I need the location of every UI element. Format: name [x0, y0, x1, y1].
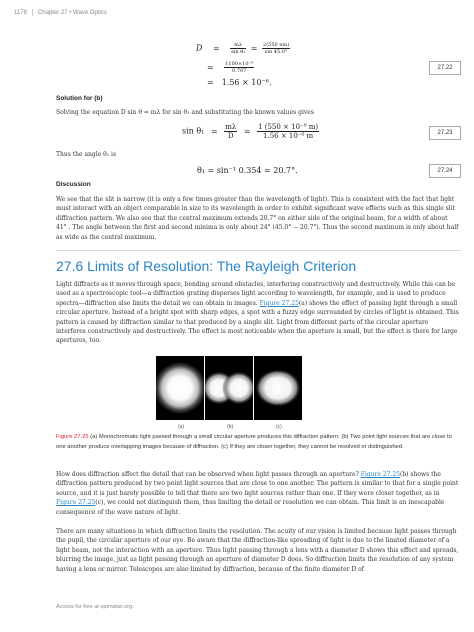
angle-equation: θ₁ = sin⁻¹ 0.354 = 20.7°.	[197, 166, 298, 175]
discussion-heading: Discussion	[56, 181, 91, 188]
section-divider	[56, 250, 461, 251]
equation-line-2: = $\frac{\text{1100×10⁻⁹}}{0.707}$	[207, 61, 254, 74]
unresolved-pattern	[254, 356, 302, 420]
fraction: $\frac{\text{1 (550 × 10⁻⁹ m)}}{\text{1.56 × 10⁻⁶ m}}$	[258, 123, 319, 140]
discussion-paragraph: We see that the slit is narrow (it is only a few times greater than the wavelength of light). This is consistent with the fact that light must interact with an object comparable in size to its wavelength in order to exhibit significant wave effects such as this single slit diffraction pattern. We also see that the central maximum extends 20.7° on either side of the original beam, for a width of about 41° . The angle between the first and second minima is only about 24° (45.0° − 20.7°). Thus the second maximum is only about half as wide as the central maximum.	[56, 196, 459, 241]
figure-link[interactable]: Figure 27.25	[56, 499, 96, 507]
chapter-title: Chapter 27 • Wave Optics	[37, 10, 107, 17]
diffraction-image-a	[156, 356, 204, 420]
two-source-pattern	[205, 356, 253, 420]
figure-label-b: (b)	[227, 424, 234, 430]
section-paragraph-1: Light diffracts as it moves through space, bending around obstacles, interfering constructively and destructively. While this can be used as a spectroscopic tool—a diffraction grating disperses light according to wavelength, for example, and is used to produce spectra—diffraction also limits the detail we can obtain in images. Figure 27.25(a) shows the effect of passing light through a small circular aperture. Instead of a bright spot with sharp edges, a spot with a fuzzy edge surrounded by circles of light is obtained. This pattern is caused by diffraction similar to that produced by a single slit. Light from different parts of the circular aperture interferes constructively and destructively. The effect is most noticeable when the aperture is small, but the effect is there for large apertures, too.	[56, 281, 459, 345]
figure-link[interactable]: Figure 27.25	[360, 471, 400, 478]
equation-number: 27.22	[429, 61, 461, 75]
equation-lhs: D	[196, 43, 203, 53]
header-divider	[32, 9, 33, 16]
section-paragraph-3: There are many situations in which diffraction limits the resolution. The acuity of our vision is limited because light passes through the pupil, the circular aperture of our eye. Be aware that the diffraction-like spreading of light is due to the limited diameter of a light beam, not the interaction with an aperture. Thus light passing through a lens with a diameter D shows this effect and spreads, blurring the image, just as light passing through an aperture of diameter D does. So diffraction limits the resolution of any system having a lens or mirror. Telescopes are also limited by diffraction, because of the finite diameter D of	[56, 528, 459, 573]
caption-figure-number: Figure 27.25	[56, 434, 89, 440]
fraction: $\frac{2(550 nm)}{\sin 45.0^\circ}$	[263, 42, 290, 55]
fraction: $\frac{m\lambda}{D}$	[225, 123, 237, 140]
equation-line-3: = 1.56 × 10⁻⁶.	[207, 78, 272, 87]
equation-number: 27.23	[429, 126, 461, 140]
single-source-pattern	[156, 356, 204, 420]
fraction: $\frac{m\lambda}{\text{sin θ₁}}$	[231, 42, 246, 55]
equation-sin-theta: sin θ₁ = $\frac{m\lambda}{D}$ = $\frac{\text{1 (550 × 10⁻⁹ m)}}{\text{1.56 × 10⁻⁶ m}}$	[182, 123, 319, 140]
diffraction-image-c	[254, 356, 302, 420]
equation-number: 27.24	[429, 164, 461, 178]
section-title: 27.6 Limits of Resolution: The Rayleigh Criterion	[56, 258, 357, 274]
page-number: 1178	[14, 10, 27, 17]
figure-caption: Figure 27.25 (a) Monochromatic light passed through a small circular aperture produces this diffraction pattern. (b) Two point light sources that are close to one another produce overlapping images because of diffraction. (c) If they are closer together, they cannot be resolved or distinguished.	[56, 434, 452, 450]
footer-access-note: Access for free at openstax.org.	[56, 604, 134, 610]
fraction: $\frac{\text{1100×10⁻⁹}}{0.707}$	[225, 61, 254, 74]
diffraction-image-b	[205, 356, 253, 420]
running-header	[14, 9, 107, 16]
equation-line-1: D = $\frac{m\lambda}{\text{sin θ₁}}$ = $\frac{2(550 nm)}{\sin 45.0^\circ}$	[196, 42, 290, 55]
angle-intro: Thus the angle θ₁ is	[56, 151, 117, 158]
solution-b-heading: Solution for (b)	[56, 95, 103, 102]
solution-b-intro: Solving the equation D sin θ = mλ for sin θ₁ and substituting the known values gives	[56, 109, 314, 116]
figure-link[interactable]: Figure 27.25	[259, 299, 299, 307]
section-paragraph-2: How does diffraction affect the detail that can be observed when light passes through an aperture? Figure 27.25(b) shows the diffraction pattern produced by two point light sources that are close to one another. The pattern is similar to that for a single point source, and it is just barely possible to tell that there are two light sources rather than one. If they were closer together, as in Figure 27.25(c), we could not distinguish them, thus limiting the detail or resolution we can obtain. This limit is an inescapable consequence of the wave nature of light.	[56, 471, 459, 516]
figure-label-c: (c)	[276, 424, 282, 430]
figure-label-a: (a)	[178, 424, 185, 430]
